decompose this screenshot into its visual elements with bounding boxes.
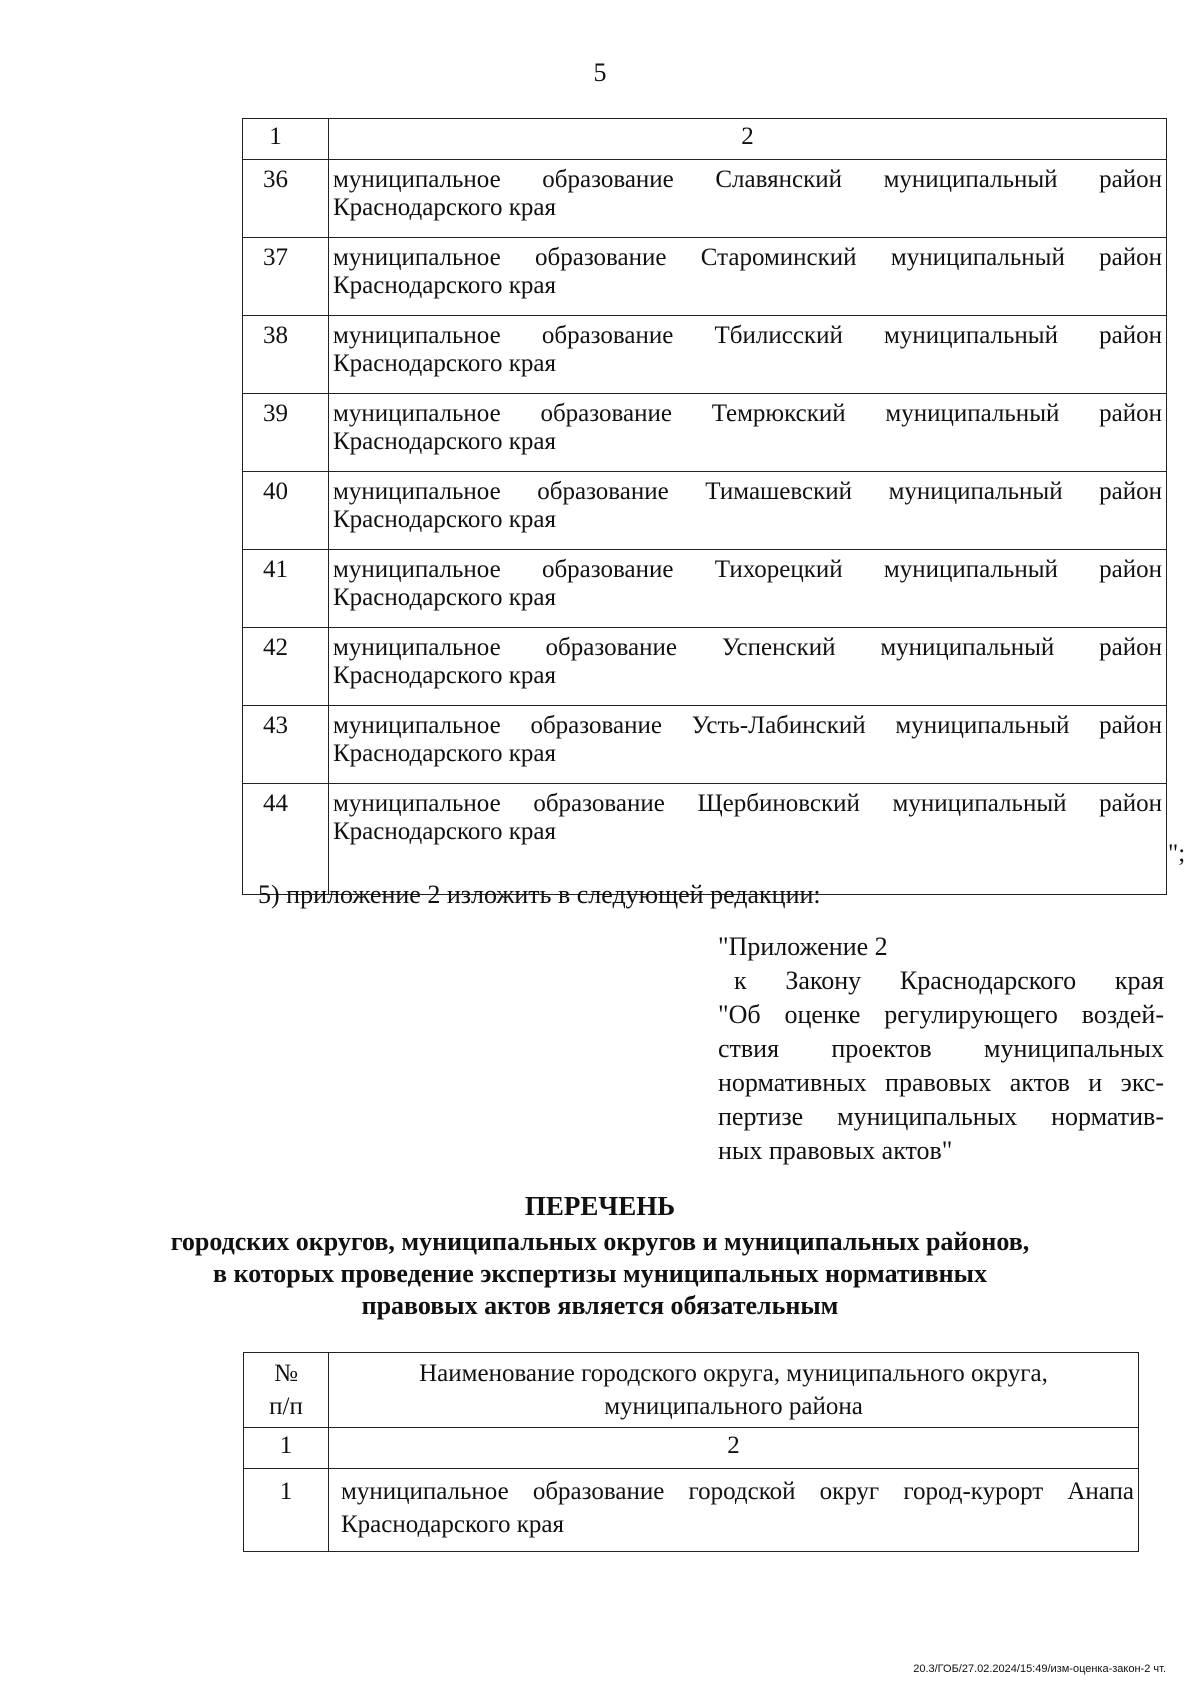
row-name: муниципальное образование Успенский муниципальный район Краснодарского края	[329, 628, 1167, 706]
row-name: муниципальное образование городской округ город-курорт Анапа Краснодарского края	[329, 1469, 1139, 1552]
table-row	[243, 706, 1167, 784]
table-header-row	[244, 1353, 1139, 1428]
row-name: муниципальное образование Тимашевский муниципальный район Краснодарского края	[329, 472, 1167, 550]
list-subtitle	[0, 1226, 1200, 1322]
column-index-2: 2	[329, 119, 1167, 160]
appendix-line: пертизе муниципальных норматив-	[718, 1102, 1164, 1131]
appendix-line: ных правовых актов"	[718, 1136, 953, 1165]
row-number: 42	[243, 628, 329, 706]
page-number: 5	[593, 58, 607, 87]
header-text: №	[274, 1360, 298, 1387]
row-number: 36	[243, 160, 329, 238]
row-number: 38	[243, 316, 329, 394]
column-index-1: 1	[243, 119, 329, 160]
row-number: 40	[243, 472, 329, 550]
row-number: 43	[243, 706, 329, 784]
row-name: муниципальное образование Щербиновский муниципальный район Краснодарского края	[329, 784, 1167, 895]
mandatory-expertise-table	[243, 1352, 1139, 1552]
appendix-line: "Приложение 2	[718, 932, 888, 961]
row-number: 39	[243, 394, 329, 472]
row-name: муниципальное образование Тихорецкий муниципальный район Краснодарского края	[329, 550, 1167, 628]
list-title: ПЕРЕЧЕНЬ	[524, 1191, 676, 1221]
table-row	[243, 784, 1167, 895]
subtitle-line: городских округов, муниципальных округов и муниципальных районов,	[170, 1227, 1030, 1256]
appendix-line: к Закону Краснодарского края	[734, 966, 1164, 995]
appendix-line: ствия проектов муниципальных	[718, 1034, 1164, 1063]
row-name: муниципальное образование Темрюкский муниципальный район Краснодарского края	[329, 394, 1167, 472]
row-number: 37	[243, 238, 329, 316]
table-row	[243, 472, 1167, 550]
table-row	[244, 1469, 1139, 1552]
table-row	[243, 628, 1167, 706]
row-number: 1	[244, 1469, 329, 1552]
districts-table-continued	[242, 118, 1167, 895]
appendix-line: нормативных правовых актов и экс-	[718, 1068, 1164, 1097]
closing-quote: ";	[1168, 840, 1186, 867]
column-header-number	[244, 1353, 329, 1428]
row-name: муниципальное образование Староминский муниципальный район Краснодарского края	[329, 238, 1167, 316]
amendment-intro: 5) приложение 2 изложить в следующей редакции:	[258, 880, 821, 909]
row-number: 41	[243, 550, 329, 628]
subtitle-line: правовых актов является обязательным	[361, 1291, 839, 1320]
row-name: муниципальное образование Тбилисский муниципальный район Краснодарского края	[329, 316, 1167, 394]
table-header-row	[243, 119, 1167, 160]
column-index-2: 2	[329, 1428, 1139, 1469]
document-code: 20.3/ГОБ/27.02.2024/15:49/изм-оценка-закон-2 чт.	[913, 1663, 1166, 1675]
subtitle-line: в которых проведение экспертизы муниципальных нормативных	[213, 1259, 987, 1288]
table-row	[243, 316, 1167, 394]
header-text: муниципального района	[604, 1393, 863, 1420]
header-text: Наименование городского округа, муниципального округа,	[419, 1360, 1048, 1387]
appendix-reference	[718, 930, 1164, 1168]
column-header-name	[329, 1353, 1139, 1428]
table-row	[243, 550, 1167, 628]
row-number: 44	[243, 784, 329, 895]
table-row	[243, 394, 1167, 472]
row-name: муниципальное образование Славянский муниципальный район Краснодарского края	[329, 160, 1167, 238]
appendix-line: "Об оценке регулирующего воздей-	[718, 1000, 1164, 1029]
header-text: п/п	[269, 1393, 303, 1420]
table-row	[243, 160, 1167, 238]
table-index-row	[244, 1428, 1139, 1469]
column-index-1: 1	[244, 1428, 329, 1469]
table-row	[243, 238, 1167, 316]
row-name: муниципальное образование Усть-Лабинский муниципальный район Краснодарского края	[329, 706, 1167, 784]
